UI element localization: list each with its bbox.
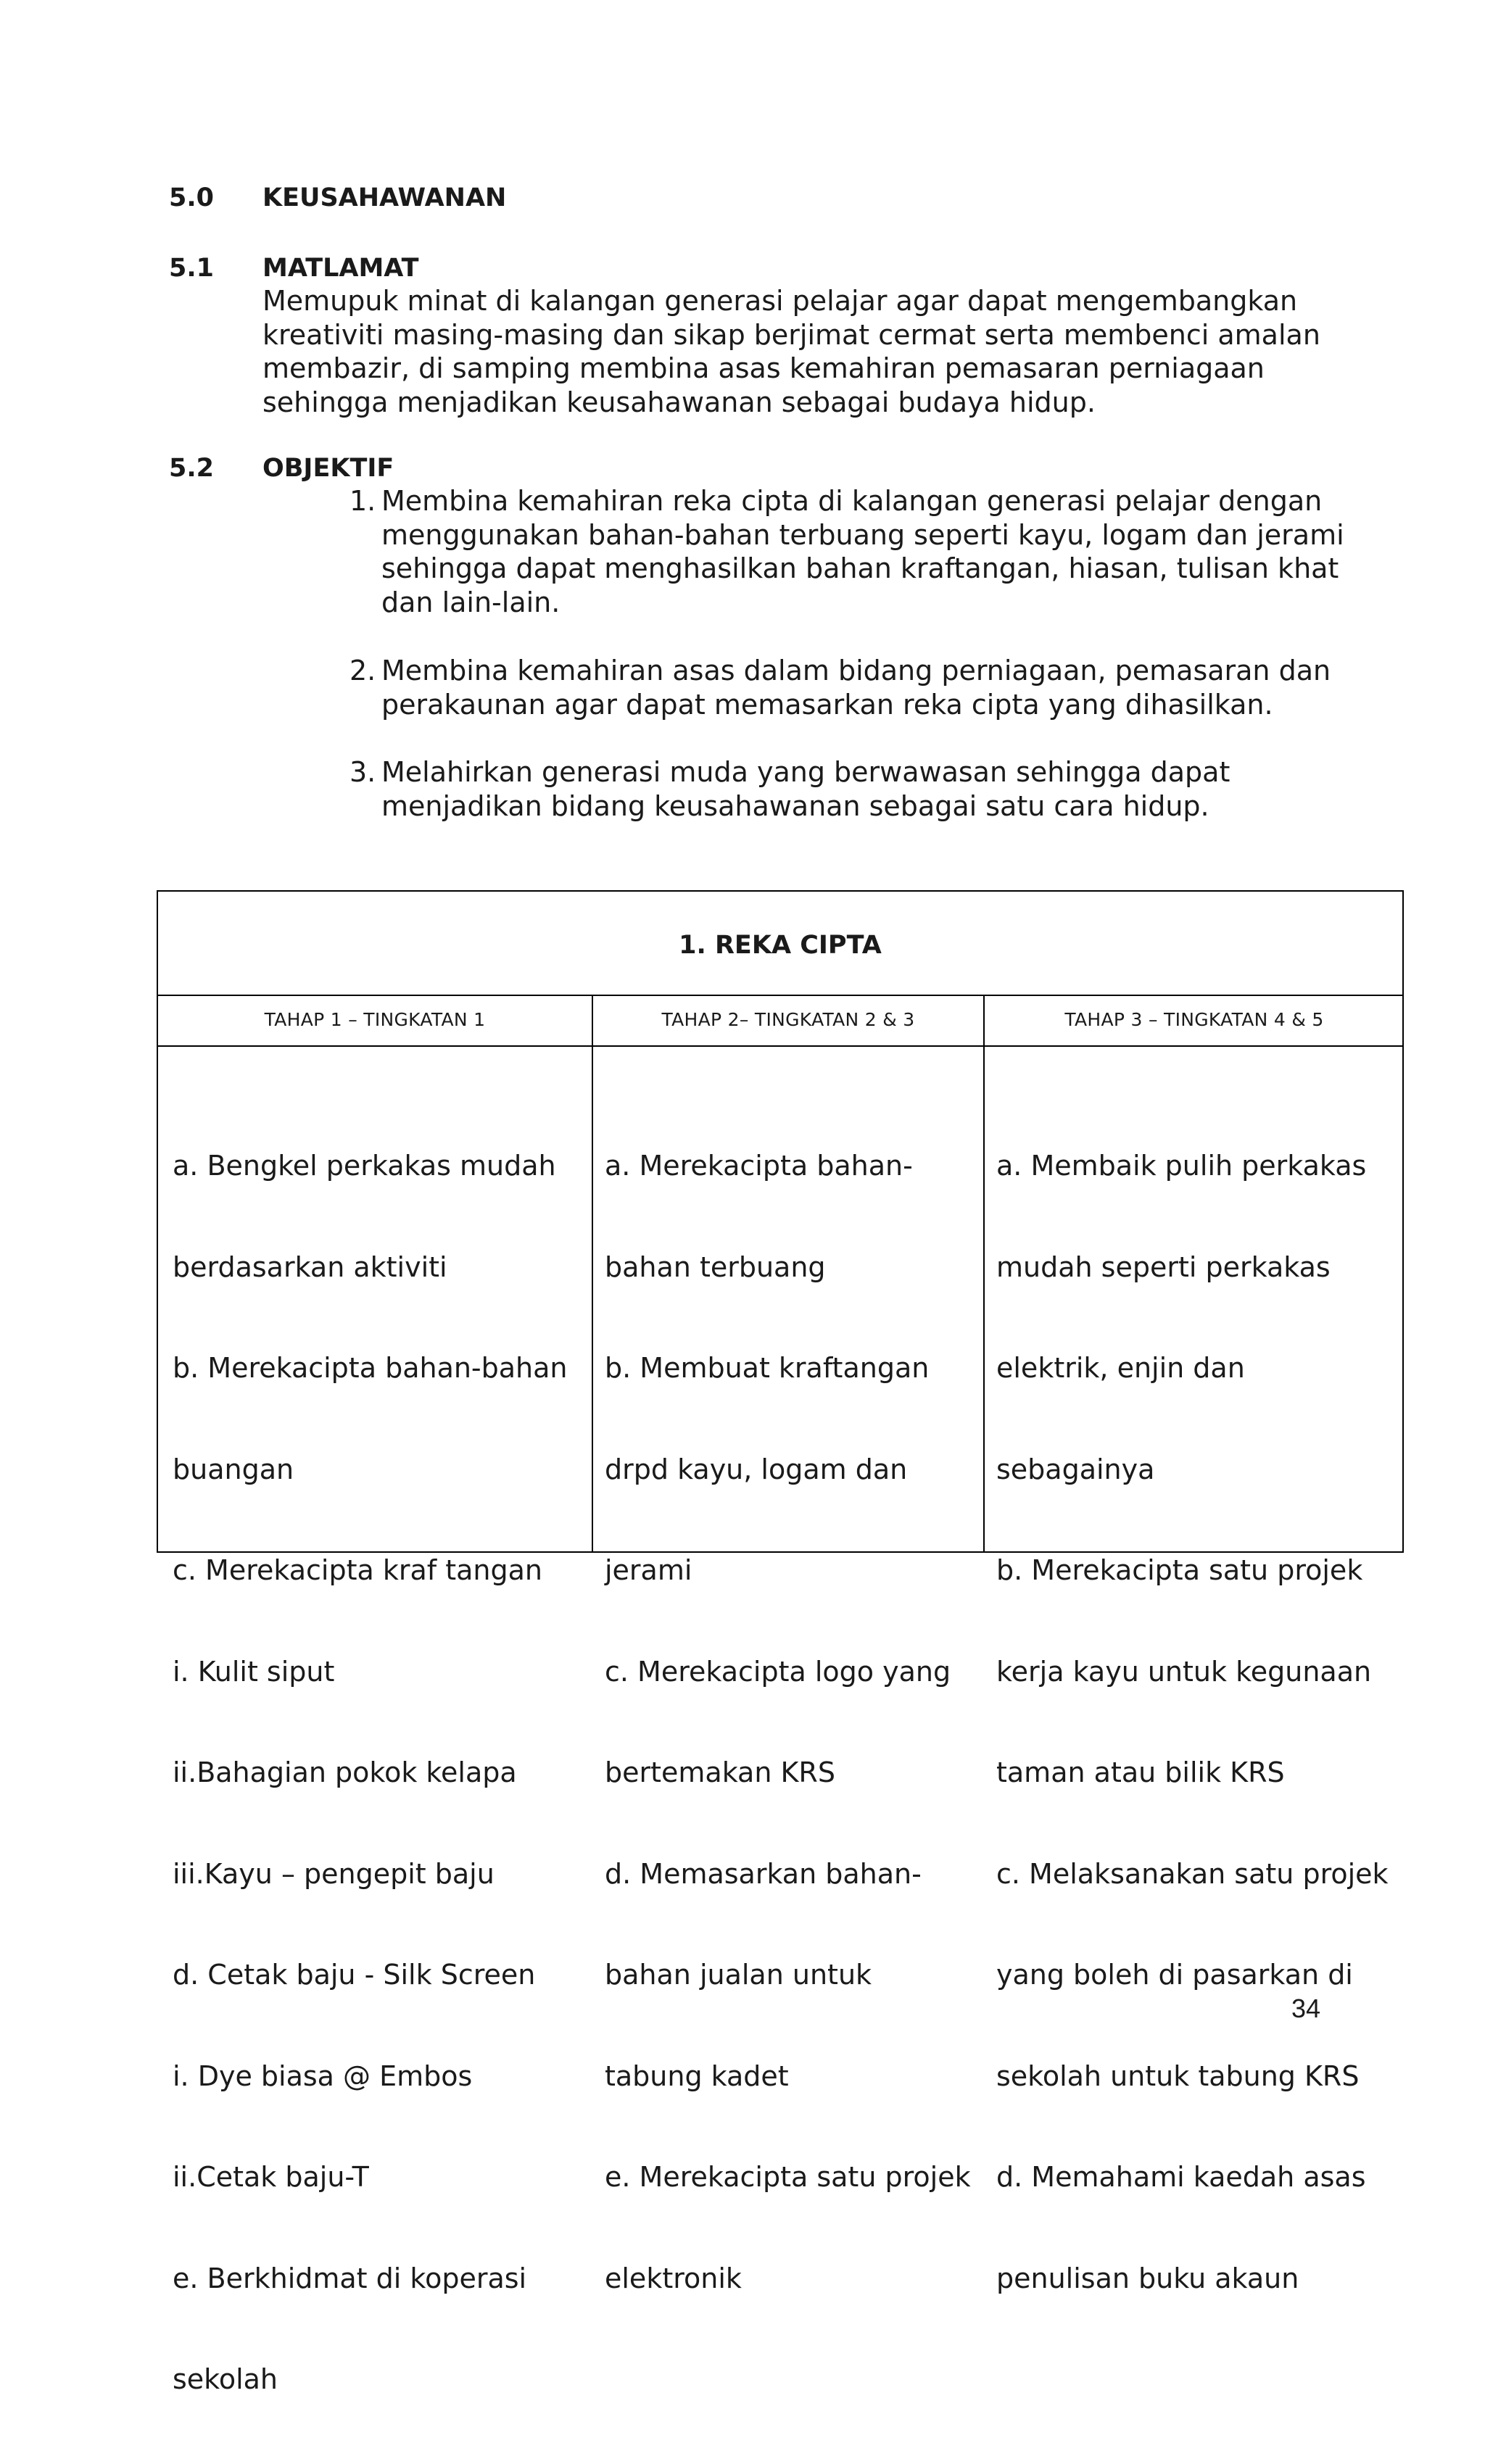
objektif-item-line: menggunakan bahan-bahan terbuang seperti kayu, logam dan jerami <box>381 518 1344 551</box>
list-item: c. Merekacipta kraf tangan <box>173 1554 542 1586</box>
list-item: berdasarkan aktiviti <box>173 1250 447 1283</box>
list-item: a. Merekacipta bahan- <box>605 1150 913 1182</box>
matlamat-line: Memupuk minat di kalangan generasi pelajar agar dapat mengembangkan <box>262 285 1298 317</box>
list-item: bertemakan KRS <box>605 1756 835 1788</box>
list-item: mudah seperti perkakas <box>996 1250 1331 1283</box>
list-item: e. Merekacipta satu projek <box>605 2161 971 2193</box>
objektif-item-line: menjadikan bidang keusahawanan sebagai satu cara hidup. <box>381 789 1209 822</box>
section-title: KEUSAHAWANAN <box>262 183 507 212</box>
list-item: taman atau bilik KRS <box>996 1756 1285 1788</box>
list-item: b. Merekacipta satu projek <box>996 1554 1363 1586</box>
objektif-item-line: Membina kemahiran asas dalam bidang perniagaan, pemasaran dan <box>381 655 1331 686</box>
objektif-item-line: Melahirkan generasi muda yang berwawasan sehingga dapat <box>381 756 1230 788</box>
list-item: sekolah <box>173 2363 278 2395</box>
matlamat-title: MATLAMAT <box>262 254 419 283</box>
list-item: jerami <box>605 1554 692 1586</box>
column-header-tahap-3: TAHAP 3 – TINGKATAN 4 & 5 <box>1064 1009 1324 1030</box>
objektif-title: OBJEKTIF <box>262 454 394 483</box>
header-divider <box>158 1045 1402 1047</box>
list-item: c. Melaksanakan satu projek <box>996 1857 1389 1890</box>
objektif-item-2 <box>349 654 1365 721</box>
list-item: kerja kayu untuk kegunaan <box>996 1655 1372 1688</box>
column-divider <box>983 995 985 1551</box>
list-item: b. Merekacipta bahan-bahan <box>173 1352 568 1384</box>
list-item: b. Membuat kraftangan <box>605 1352 930 1384</box>
list-item: elektronik <box>605 2262 742 2294</box>
list-item: yang boleh di pasarkan di <box>996 1959 1353 1991</box>
list-item: d. Memasarkan bahan- <box>605 1857 922 1890</box>
matlamat-number: 5.1 <box>169 254 215 283</box>
list-item: sebagainya <box>996 1453 1155 1485</box>
matlamat-line: kreativiti masing-masing dan sikap berjimat cermat serta membenci amalan <box>262 318 1320 351</box>
list-item: drpd kayu, logam dan <box>605 1453 908 1485</box>
list-item: i. Kulit siput <box>173 1655 335 1688</box>
objektif-item-number: 2. <box>349 655 376 686</box>
table-cell-tahap-1 <box>173 1082 568 2464</box>
list-item: ii.Bahagian pokok kelapa <box>173 1756 517 1788</box>
objektif-item-1 <box>349 484 1365 619</box>
list-item: penulisan buku akaun <box>996 2262 1299 2294</box>
matlamat-line: membazir, di samping membina asas kemahiran pemasaran perniagaan <box>262 352 1265 384</box>
table-title-row <box>158 892 1402 996</box>
objektif-item-3 <box>349 755 1365 823</box>
list-item: bahan terbuang <box>605 1250 826 1283</box>
list-item: e. Berkhidmat di koperasi <box>173 2262 527 2294</box>
objektif-item-number: 1. <box>349 485 376 517</box>
list-item: tabung kadet <box>605 2059 789 2092</box>
column-divider <box>592 995 593 1551</box>
objektif-item-number: 3. <box>349 756 376 788</box>
objektif-item-line: perakaunan agar dapat memasarkan reka cipta yang dihasilkan. <box>381 688 1273 721</box>
list-item: d. Memahami kaedah asas <box>996 2161 1366 2193</box>
table-cell-tahap-2 <box>605 1082 971 2363</box>
list-item: d. Cetak baju - Silk Screen <box>173 1959 536 1991</box>
matlamat-line: sehingga menjadikan keusahawanan sebagai budaya hidup. <box>262 386 1096 418</box>
matlamat-paragraph <box>262 284 1320 419</box>
column-header-tahap-1: TAHAP 1 – TINGKATAN 1 <box>264 1009 486 1030</box>
list-item: buangan <box>173 1453 294 1485</box>
list-item: elektrik, enjin dan <box>996 1352 1245 1384</box>
list-item: a. Membaik pulih perkakas <box>996 1150 1367 1182</box>
table-cell-tahap-3 <box>996 1082 1389 2363</box>
list-item: bahan jualan untuk <box>605 1959 872 1991</box>
objektif-item-line: dan lain-lain. <box>381 586 561 618</box>
list-item: c. Merekacipta logo yang <box>605 1655 951 1688</box>
column-header-tahap-2: TAHAP 2– TINGKATAN 2 & 3 <box>661 1009 915 1030</box>
table-title: 1. REKA CIPTA <box>679 931 882 960</box>
section-number: 5.0 <box>169 183 215 212</box>
list-item: iii.Kayu – pengepit baju <box>173 1857 495 1890</box>
page-number: 34 <box>1291 1994 1321 2023</box>
list-item: sekolah untuk tabung KRS <box>996 2059 1360 2092</box>
list-item: a. Bengkel perkakas mudah <box>173 1150 556 1182</box>
list-item: ii.Cetak baju-T <box>173 2161 369 2193</box>
objektif-number: 5.2 <box>169 454 215 483</box>
list-item: i. Dye biasa @ Embos <box>173 2059 473 2092</box>
objektif-item-line: Membina kemahiran reka cipta di kalangan generasi pelajar dengan <box>381 485 1323 517</box>
objektif-item-line: sehingga dapat menghasilkan bahan kraftangan, hiasan, tulisan khat <box>381 552 1339 584</box>
